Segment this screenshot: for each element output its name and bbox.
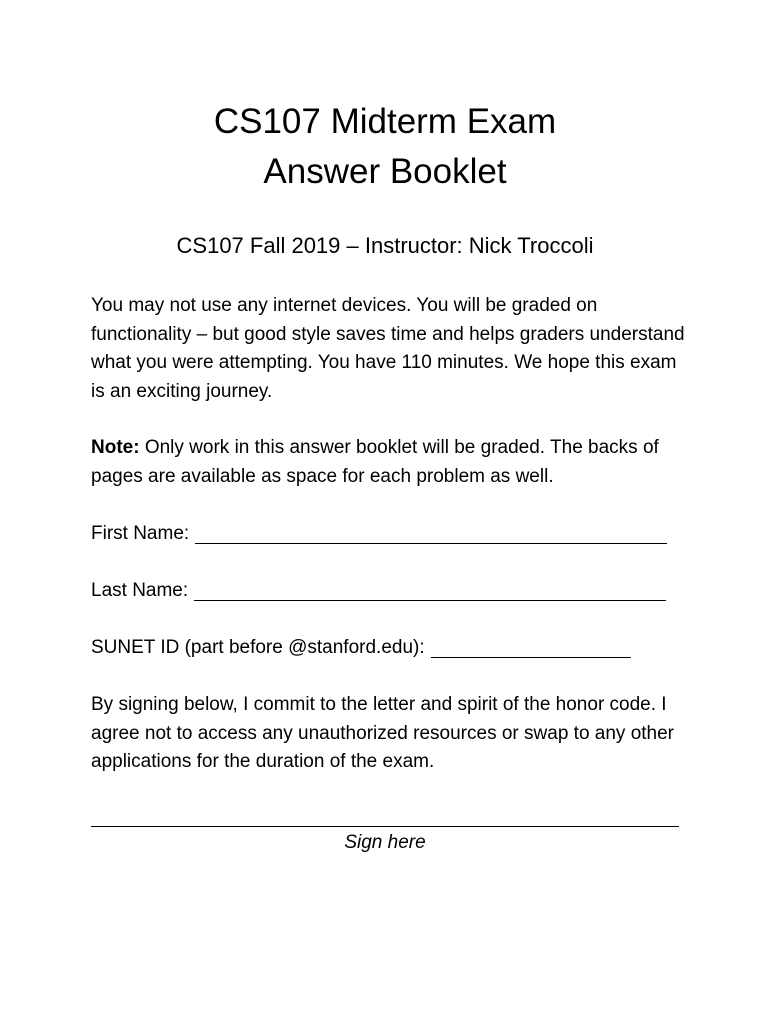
sunet-id-blank[interactable]: [431, 639, 631, 658]
last-name-blank[interactable]: [194, 582, 666, 601]
note-paragraph: [91, 434, 691, 491]
first-name-blank[interactable]: [195, 525, 667, 544]
signature-line[interactable]: [91, 826, 679, 827]
exam-title: CS107 Midterm Exam: [213, 102, 557, 141]
note-text: Only work in this answer booklet will be graded. The backs of pages are available as space for each problem as well.: [91, 437, 659, 487]
signature-label: Sign here: [344, 832, 426, 853]
note-label: Note:: [91, 437, 140, 458]
first-name-field[interactable]: [91, 521, 667, 547]
sunet-id-label: SUNET ID (part before @stanford.edu):: [91, 637, 425, 658]
honor-code-paragraph: By signing below, I commit to the letter and spirit of the honor code. I agree not to access any unauthorized resources or swap to any other applications for the duration of the exam.: [91, 694, 675, 772]
sunet-id-field[interactable]: [91, 635, 631, 661]
last-name-label: Last Name:: [91, 580, 189, 601]
course-instructor-line: CS107 Fall 2019 – Instructor: Nick Troccoli: [176, 233, 594, 258]
instructions-paragraph: You may not use any internet devices. You will be graded on functionality – but good style saves time and helps graders understand what you were attempting. You have 110 minutes. We hope this exam is an exciting journey.: [91, 295, 685, 402]
exam-subtitle-booklet: Answer Booklet: [263, 152, 507, 191]
first-name-label: First Name:: [91, 523, 190, 544]
last-name-field[interactable]: [91, 578, 666, 604]
